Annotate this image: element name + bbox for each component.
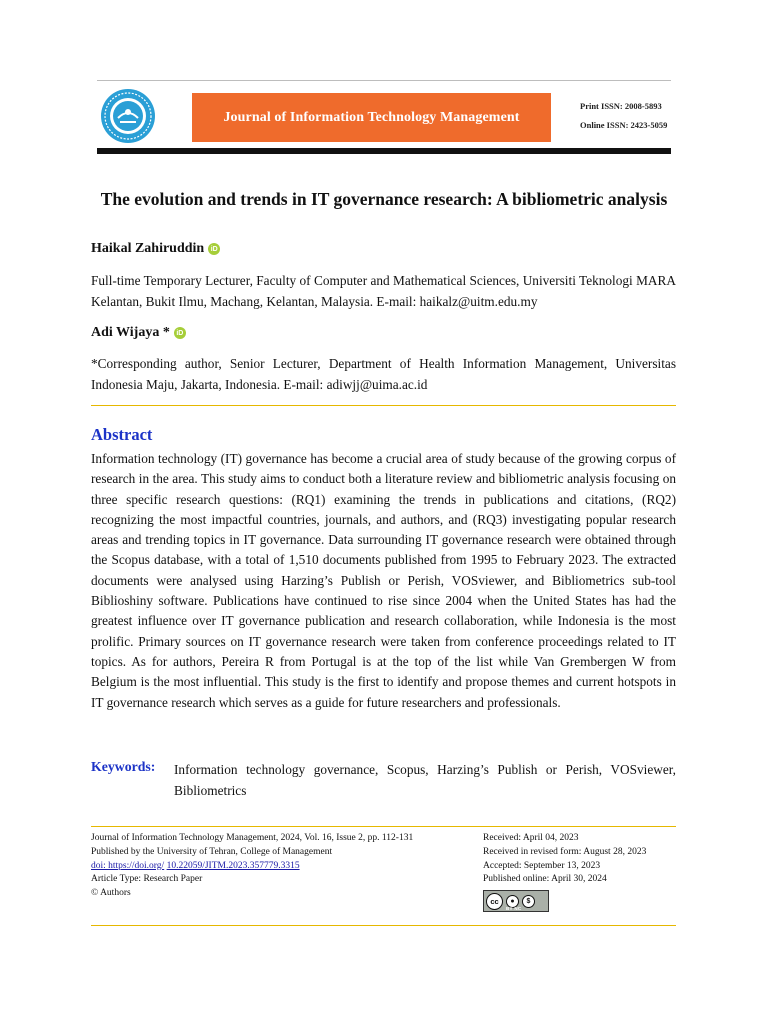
university-seal-icon <box>100 88 156 144</box>
divider <box>91 405 676 406</box>
publisher: Published by the University of Tehran, College of Management <box>91 846 333 857</box>
orcid-icon[interactable]: iD <box>208 243 220 255</box>
published-date: Published online: April 30, 2024 <box>483 874 607 885</box>
orcid-icon[interactable]: iD <box>174 327 186 339</box>
author-1 <box>91 241 220 257</box>
doi-line <box>91 860 471 874</box>
license-tags: BY NC <box>506 906 522 911</box>
publication-info <box>91 832 471 901</box>
citation: Journal of Information Technology Management, 2024, Vol. 16, Issue 2, pp. 112-131 <box>91 833 414 843</box>
header-top-rule <box>97 80 671 81</box>
article-type: Article Type: Research Paper <box>91 874 203 885</box>
header-bottom-rule <box>97 148 671 154</box>
nc-icon: $ <box>522 895 535 908</box>
issn-print: Print ISSN: 2008-5893 <box>580 101 662 111</box>
keywords-text: Information technology governance, Scopus, Harzing’s Publish or Perish, VOSviewer, Bibliometrics <box>174 762 676 798</box>
abstract-body: Information technology (IT) governance has become a crucial area of study because of the growing corpus of research in the area. This study aims to conduct both a literature review and bibliometric analysis focusing on three specific research questions: (RQ1) examining the trends in publications and citations, (RQ2) recognizing the most impactful countries, journals, and authors, and (RQ3) investigating popular research areas and trending topics in IT governance. Data surrounding IT governance research were obtained through the Scopus database, with a total of 1,510 documents published from 1995 to February 2023. The extracted documents were analysed using Harzing’s Publish or Perish, VOSviewer, and Bibliometrics sub-tool Biblioshiny software. Publications have continued to rise since 2004 when the United States has had the greatest influence over IT governance publication and research collaboration, while Indonesia is the most prolific. Primary sources on IT governance research were taken from conference proceedings related to IT topics. As for authors, Pereira R from Portugal is at the top of the list while Van Grembergen W from Belgium is the most influential. This study is the first to identify and propose themes and current hotspots in IT governance research which serves as a guide for future researchers and professionals. <box>91 451 676 710</box>
received-date: Received: April 04, 2023 <box>483 833 579 843</box>
article-title: The evolution and trends in IT governance research: A bibliometric analysis <box>100 189 668 209</box>
author-2-name: Adi Wijaya * <box>91 325 170 340</box>
journal-banner: Journal of Information Technology Management <box>192 93 551 142</box>
author-2-affiliation: *Corresponding author, Senior Lecturer, Department of Health Information Management, Universitas Indonesia Maju, Jakarta, Indonesia. E-mail: adiwjj@uima.ac.id <box>91 356 676 392</box>
divider <box>91 826 676 827</box>
cc-icon: cc <box>486 893 503 910</box>
author-1-name: Haikal Zahiruddin <box>91 241 205 256</box>
by-icon: ● <box>506 895 519 908</box>
copyright: © Authors <box>91 888 131 899</box>
issn-online: Online ISSN: 2423-5059 <box>580 120 668 130</box>
divider <box>91 925 676 926</box>
accepted-date: Accepted: September 13, 2023 <box>483 860 601 871</box>
doi-link[interactable]: 10.22059/JITM.2023.357779.3315 <box>166 860 300 871</box>
author-2 <box>91 325 186 341</box>
dates-info <box>483 832 678 887</box>
author-1-affiliation: Full-time Temporary Lecturer, Faculty of Computer and Mathematical Sciences, Universiti Teknologi MARA Kelantan, Bukit Ilmu, Machang, Kelantan, Malaysia. E-mail: haikalz@uitm.edu.my <box>91 273 676 309</box>
cc-by-nc-icon[interactable] <box>483 890 549 912</box>
abstract-heading: Abstract <box>91 425 153 444</box>
keywords-label: Keywords: <box>91 759 156 774</box>
revised-date: Received in revised form: August 28, 2023 <box>483 846 647 857</box>
doi-prefix-link[interactable]: doi: https://doi.org/ <box>91 860 165 871</box>
